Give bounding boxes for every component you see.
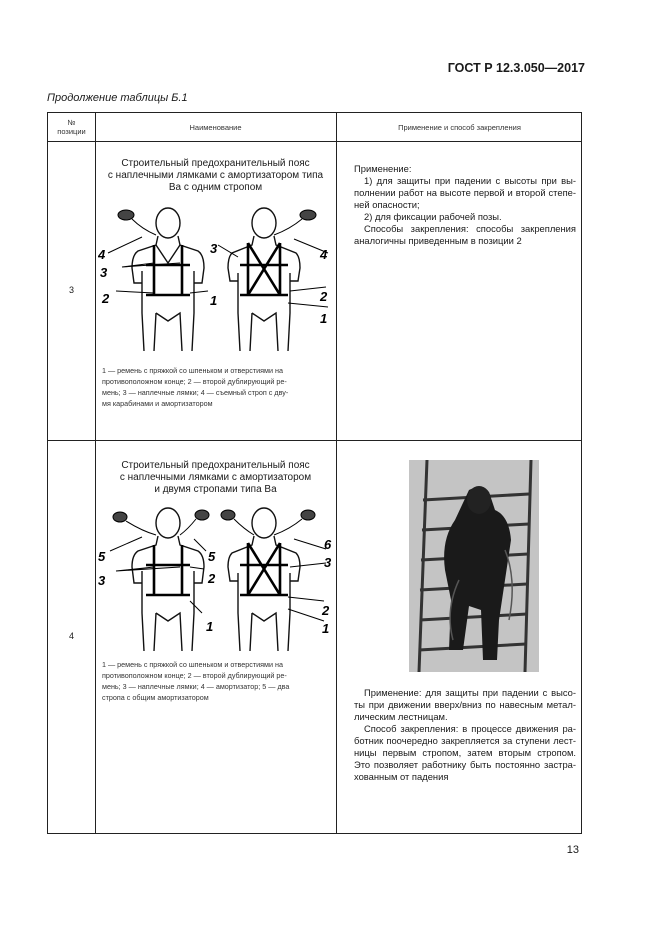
fig2-label-2: 2	[208, 571, 216, 586]
fig2-label-1b: 1	[322, 621, 330, 636]
table	[47, 112, 582, 834]
row-4-legend: 1 — ремень с пряжкой со шпеньком и отверстиями на противоположном конце; 2 — второй дублирующий ре- мень; 3 — наплечные лямки; 4 — амортизатор; 5 — два стропа с общим амортизатором	[102, 660, 290, 702]
row-3-title: Строительный предохранительный пояс с наплечными лямками с амортизатором типа Ва с одним стропом	[107, 158, 324, 193]
page-number: 13	[566, 844, 579, 856]
row-3-application: Применение: 1) для защиты при падении с высоты при вы-полнении работ на высоте первой и второй степе-ней опасности; 2) для фиксации рабочей позы. Способы закрепления: способы закрепления аналогичны приведенным в позиции 2	[354, 163, 576, 246]
row-3-legend: 1 — ремень с пряжкой со шпеньком и отверстиями на противоположном конце; 2 — второй дублирующий ре- мень; 3 — наплечные лямки; 4 — съемный строп с дву- мя карабинами и амортизатором	[102, 366, 289, 408]
fig1-label-1: 1	[210, 293, 218, 308]
fig1-label-1b: 1	[320, 311, 328, 326]
table-caption: Продолжение таблицы Б.1	[47, 92, 188, 104]
fig2-label-6: 6	[324, 537, 332, 552]
header-application: Применение и способ закрепления	[398, 122, 521, 132]
header-name: Наименование	[189, 122, 242, 132]
fig1-label-3: 3	[100, 265, 108, 280]
fig2-label-5: 5	[98, 549, 106, 564]
row-4-title: Строительный предохранительный пояс с наплечными лямками с амортизатором и двумя стропами типа Ва	[119, 460, 312, 495]
harness-figure-two-straps	[98, 505, 334, 655]
row-3-position: 3	[68, 285, 74, 295]
fig1-label-4: 4	[98, 247, 106, 262]
row-4-application: Применение: для защиты при падении с высо-ты при движении вверх/вниз по навесным метал-лическим лестницам. Способ закрепления: в процессе движения ра-ботник поочередно закрепляется за ступени лест-ницы первым стропом, затем вторым стропом. Это позволяет работнику быть постоянно застра-хованным от падения	[354, 687, 576, 782]
fig1-label-3b: 3	[210, 241, 218, 256]
ladder-worker-photo	[409, 460, 539, 672]
fig2-label-2b: 2	[322, 603, 330, 618]
fig1-label-4b: 4	[320, 247, 328, 262]
fig2-label-5b: 5	[208, 549, 216, 564]
header-position: № позиции	[57, 118, 86, 136]
fig1-label-2: 2	[102, 291, 110, 306]
fig2-label-3b: 3	[324, 555, 332, 570]
row-4-position: 4	[68, 631, 74, 641]
fig2-label-1: 1	[206, 619, 214, 634]
harness-figure-single-strap	[98, 203, 334, 353]
fig2-label-3: 3	[98, 573, 106, 588]
standard-code: ГОСТ Р 12.3.050—2017	[447, 61, 585, 75]
fig1-label-2b: 2	[320, 289, 328, 304]
